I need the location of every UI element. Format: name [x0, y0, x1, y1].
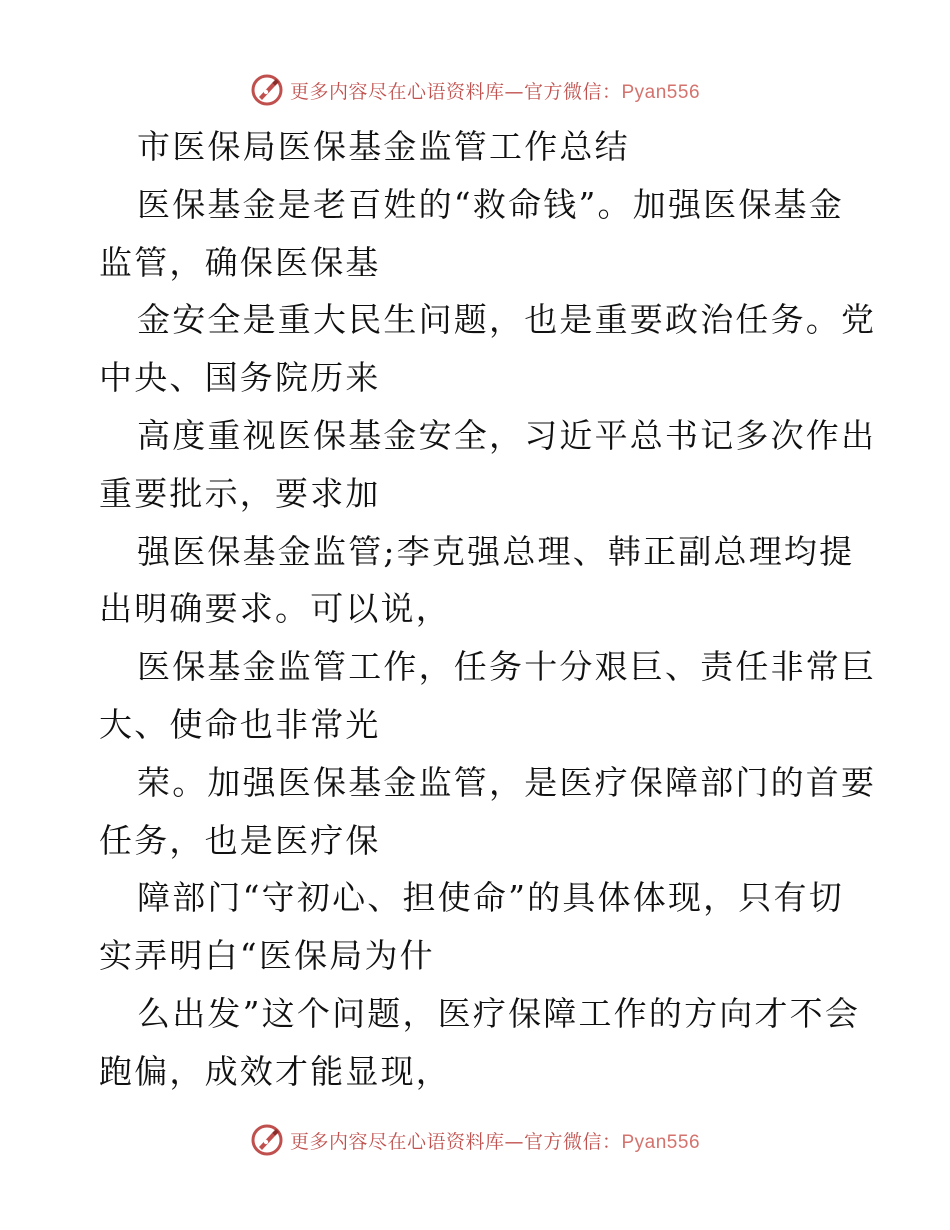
paragraph-line: 任务，也是医疗保 — [99, 820, 381, 860]
watermark-main-text: 更多内容尽在心语资料库 — [289, 1130, 505, 1153]
paragraph-line: 跑偏，成效才能显现， — [99, 1051, 451, 1091]
document-title: 市医保局医保基金监管工作总结 — [137, 127, 630, 166]
header-watermark — [0, 70, 950, 110]
pen-circle-logo-icon — [250, 1123, 284, 1157]
paragraph-line: 强医保基金监管;李克强总理、韩正副总理均提 — [137, 531, 855, 571]
watermark-separator: — — [504, 80, 524, 103]
paragraph-line: 监管，确保医保基 — [99, 242, 381, 282]
header-watermark-inner — [250, 73, 700, 107]
paragraph-line: 障部门“守初心、担使命”的具体体现，只有切 — [137, 878, 844, 918]
footer-watermark — [0, 1120, 950, 1160]
watermark-text — [290, 77, 700, 104]
watermark-wechat-id: Pyan556 — [621, 1131, 701, 1153]
paragraph-line: 大、使命也非常光 — [99, 704, 381, 744]
paragraph-line: 荣。加强医保基金监管，是医疗保障部门的首要 — [137, 762, 877, 802]
watermark-main-text: 更多内容尽在心语资料库 — [289, 80, 505, 103]
paragraph-line: 么出发”这个问题，医疗保障工作的方向才不会 — [137, 993, 861, 1033]
watermark-wechat-label: 官方微信： — [523, 1130, 622, 1153]
footer-watermark-inner — [250, 1123, 700, 1157]
paragraph-line: 医保基金监管工作，任务十分艰巨、责任非常巨 — [137, 647, 877, 687]
paragraph-line: 重要批示，要求加 — [99, 473, 381, 513]
watermark-wechat-label: 官方微信： — [523, 80, 622, 103]
paragraph-line: 高度重视医保基金安全，习近平总书记多次作出 — [137, 415, 877, 455]
document-body — [99, 118, 877, 1101]
paragraph-line: 医保基金是老百姓的“救命钱”。加强医保基金 — [137, 184, 844, 224]
paragraph-line: 出明确要求。可以说， — [99, 589, 451, 629]
watermark-text — [290, 1127, 700, 1154]
paragraph-line: 实弄明白“医保局为什 — [99, 936, 435, 976]
pen-circle-logo-icon — [250, 73, 284, 107]
paragraph-line: 金安全是重大民生问题，也是重要政治任务。党 — [137, 300, 877, 340]
paragraph-line: 中央、国务院历来 — [99, 358, 381, 398]
watermark-wechat-id: Pyan556 — [621, 81, 701, 103]
watermark-separator: — — [504, 1130, 524, 1153]
